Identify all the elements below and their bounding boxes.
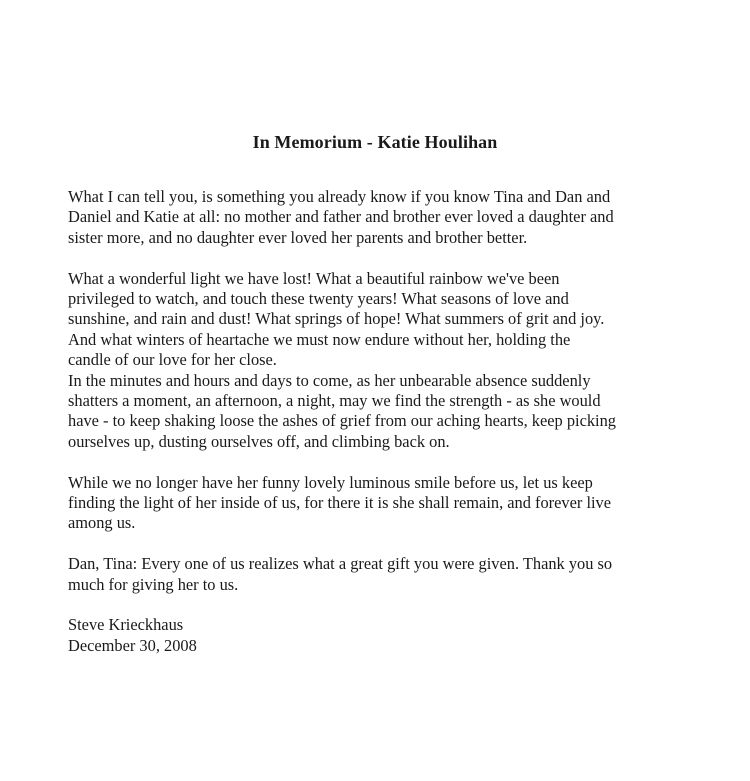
paragraph-line: ourselves up, dusting ourselves off, and climbing back on. (68, 431, 450, 451)
signature-date: December 30, 2008 (68, 635, 197, 655)
paragraph-line: sister more, and no daughter ever loved her parents and brother better. (68, 227, 528, 247)
signature-block (68, 615, 708, 656)
paragraph-line: privileged to watch, and touch these twenty years! What seasons of love and (68, 289, 569, 309)
paragraph-line: In the minutes and hours and days to come, as her unbearable absence suddenly (68, 370, 591, 390)
paragraph-line: shatters a moment, an afternoon, a night, may we find the strength - as she would (68, 391, 601, 411)
paragraph-line: Dan, Tina: Every one of us realizes what a great gift you were given. Thank you so (68, 554, 613, 574)
paragraph-line: Daniel and Katie at all: no mother and father and brother ever loved a daughter and (68, 207, 614, 227)
paragraph-3 (68, 473, 708, 534)
paragraph-line: And what winters of heartache we must now endure without her, holding the (68, 329, 571, 349)
paragraph-line: among us. (68, 513, 136, 533)
paragraph-spacer (68, 248, 708, 268)
paragraph-spacer (68, 534, 708, 554)
paragraph-line: While we no longer have her funny lovely luminous smile before us, let us keep (68, 472, 593, 492)
paragraph-line: much for giving her to us. (68, 574, 239, 594)
paragraph-spacer (68, 452, 708, 472)
paragraph-line: What a wonderful light we have lost! What a beautiful rainbow we've been (68, 268, 560, 288)
paragraph-line: finding the light of her inside of us, for there it is she shall remain, and forever live (68, 493, 612, 513)
signature-author: Steve Krieckhaus (68, 615, 184, 635)
paragraph-line: sunshine, and rain and dust! What springs of hope! What summers of grit and joy. (68, 309, 605, 329)
paragraph-1 (68, 187, 708, 248)
document-title: In Memorium - Katie Houlihan (252, 132, 498, 152)
paragraph-4 (68, 554, 708, 595)
paragraph-line: have - to keep shaking loose the ashes of grief from our aching hearts, keep picking (68, 411, 616, 431)
paragraph-line: candle of our love for her close. (68, 350, 277, 370)
paragraph-spacer (68, 595, 708, 615)
paragraph-line: What I can tell you, is something you already know if you know Tina and Dan and (68, 187, 611, 206)
document-body (68, 187, 708, 656)
paragraph-2 (68, 269, 708, 453)
